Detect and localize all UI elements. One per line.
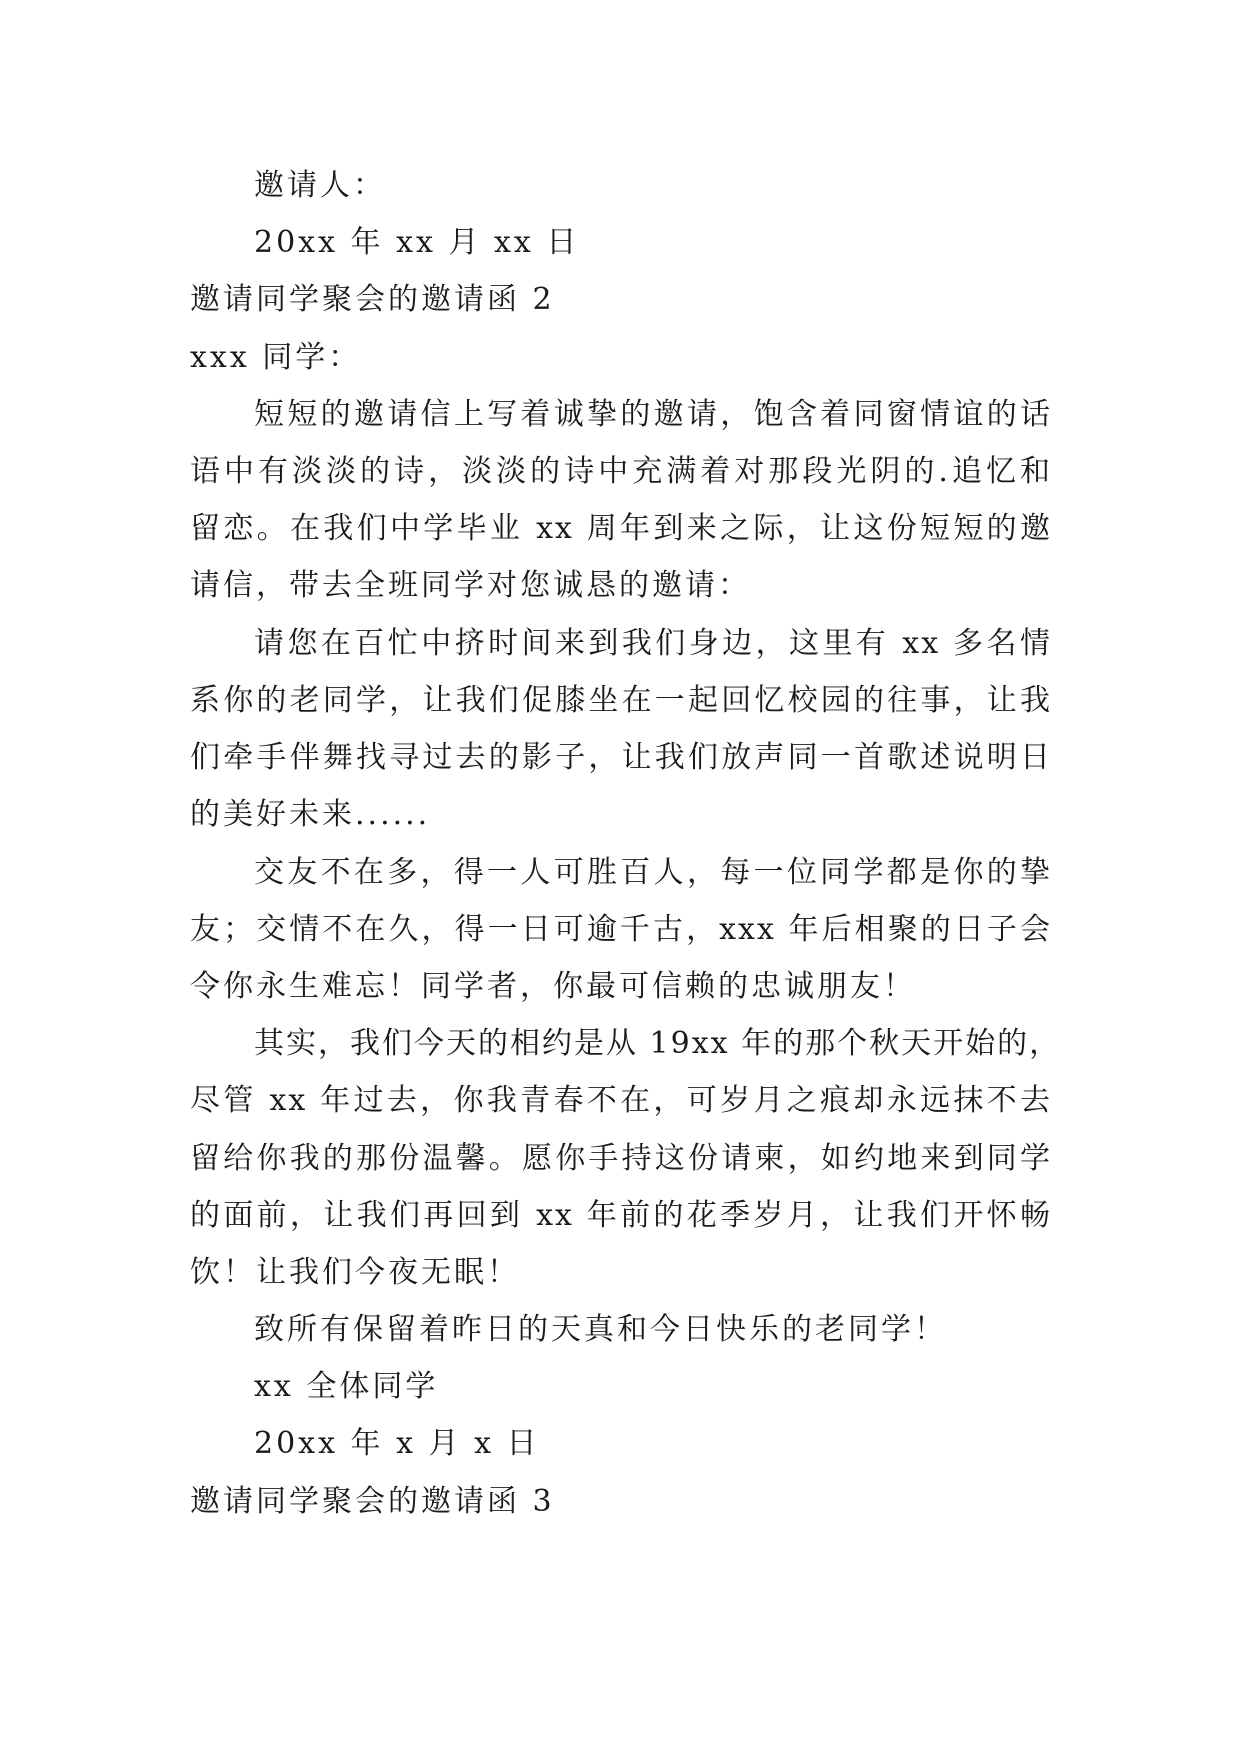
paragraph-line: 令你永生难忘！同学者，你最可信赖的忠诚朋友！ (190, 969, 916, 1004)
section-heading: 邀请同学聚会的邀请函 2 (190, 282, 555, 317)
paragraph-line: 饮！让我们今夜无眠！ (190, 1255, 520, 1290)
paragraph-line: 交友不在多，得一人可胜百人，每一位同学都是你的挚 (254, 855, 1052, 890)
paragraph-line: 的面前，让我们再回到 xx 年前的花季岁月，让我们开怀畅 (190, 1198, 1052, 1233)
paragraph-line: 的美好未来...... (190, 797, 431, 832)
date-line: 20xx 年 xx 月 xx 日 (254, 225, 580, 260)
inviter-label: 邀请人： (254, 168, 386, 203)
paragraph-line: 友；交情不在久，得一日可逾千古，xxx 年后相聚的日子会 (190, 912, 1052, 947)
closing-line: 致所有保留着昨日的天真和今日快乐的老同学！ (254, 1312, 947, 1347)
signature: xx 全体同学 (254, 1369, 439, 1404)
salutation: xxx 同学： (190, 340, 362, 375)
paragraph-line: 请您在百忙中挤时间来到我们身边，这里有 xx 多名情 (254, 626, 1052, 661)
paragraph-line: 们牵手伴舞找寻过去的影子，让我们放声同一首歌述说明日 (190, 740, 1052, 775)
paragraph-line: 请信，带去全班同学对您诚恳的邀请： (190, 568, 751, 603)
paragraph-line: 其实，我们今天的相约是从 19xx 年的那个秋天开始的， (254, 1026, 1062, 1061)
paragraph-line: 短短的邀请信上写着诚挚的邀请，饱含着同窗情谊的话 (254, 397, 1052, 432)
paragraph-line: 留给你我的那份温馨。愿你手持这份请柬，如约地来到同学 (190, 1141, 1052, 1176)
signature-date: 20xx 年 x 月 x 日 (254, 1426, 540, 1461)
paragraph-line: 系你的老同学，让我们促膝坐在一起回忆校园的往事，让我 (190, 683, 1052, 718)
paragraph-line: 尽管 xx 年过去，你我青春不在，可岁月之痕却永远抹不去 (190, 1083, 1052, 1118)
section-heading: 邀请同学聚会的邀请函 3 (190, 1484, 555, 1519)
paragraph-line: 语中有淡淡的诗，淡淡的诗中充满着对那段光阴的.追忆和 (190, 454, 1052, 489)
paragraph-line: 留恋。在我们中学毕业 xx 周年到来之际，让这份短短的邀 (190, 511, 1052, 546)
